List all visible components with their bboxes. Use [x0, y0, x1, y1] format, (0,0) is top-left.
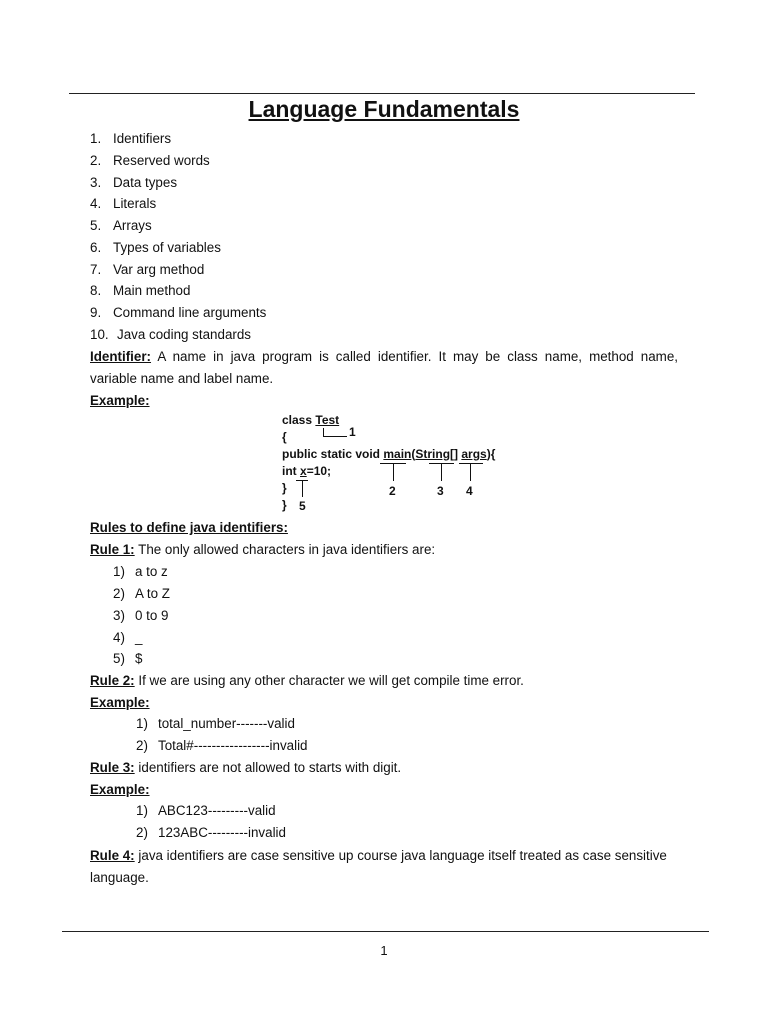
callout-label: 3 [437, 484, 444, 498]
callout-line [393, 463, 394, 481]
list-item: 0 to 9 [135, 608, 169, 623]
code-line-3 [282, 446, 495, 463]
page-number: 1 [380, 943, 388, 958]
list-item: _ [135, 630, 143, 645]
example-label: Example: [90, 695, 150, 710]
list-item: a to z [135, 564, 168, 579]
list-item: total_number-------valid [158, 716, 295, 731]
callout-line [459, 463, 483, 464]
callout-label: 1 [349, 425, 356, 439]
rule-label: Rule 1: [90, 542, 135, 557]
code-line-2: { [282, 430, 287, 444]
list-number: 1) [136, 716, 148, 731]
callout-line [441, 463, 442, 481]
toc-item: Types of variables [113, 240, 221, 255]
code-line-1 [282, 412, 339, 429]
toc-number: 7. [90, 262, 102, 277]
code-keyword: int [282, 464, 300, 478]
list-item: 123ABC---------invalid [158, 825, 286, 840]
code-line-4 [282, 463, 331, 480]
code-class-name: Test [315, 413, 340, 427]
rule-label: Rule 4: [90, 848, 135, 863]
rule-label: Rule 2: [90, 673, 135, 688]
toc-item: Data types [113, 175, 178, 190]
rule-text: identifiers are not allowed to starts with digit. [138, 760, 402, 775]
rule-4 [90, 845, 678, 889]
toc-item: Reserved words [113, 153, 210, 168]
toc-item: Command line arguments [113, 305, 267, 320]
identifier-paragraph [90, 346, 678, 390]
toc-number: 1. [90, 131, 102, 146]
toc-number: 8. [90, 283, 102, 298]
code-method-name: main [383, 447, 412, 461]
rule-text: The only allowed characters in java identifiers are: [138, 542, 436, 557]
identifier-definition: A name in java program is called identifier. It may be class name, method name, variable name and label name. [90, 349, 678, 386]
rule-text: If we are using any other character we will get compile time error. [138, 673, 524, 688]
toc-item: Arrays [113, 218, 152, 233]
page-title: Language Fundamentals [248, 96, 520, 122]
callout-line [470, 463, 471, 481]
toc-number: 9. [90, 305, 102, 320]
code-keyword: class [282, 413, 316, 427]
toc-number: 6. [90, 240, 102, 255]
rule-2 [90, 672, 524, 690]
list-number: 2) [113, 586, 125, 601]
list-number: 2) [136, 825, 148, 840]
toc-item: Literals [113, 196, 157, 211]
toc-number: 5. [90, 218, 102, 233]
rule-label: Rule 3: [90, 760, 135, 775]
code-punct: ){ [486, 447, 496, 461]
list-number: 5) [113, 651, 125, 666]
list-item: A to Z [135, 586, 170, 601]
callout-label: 2 [389, 484, 396, 498]
list-number: 2) [136, 738, 148, 753]
list-item: ABC123---------valid [158, 803, 276, 818]
code-keyword: public static void [282, 447, 384, 461]
toc-number: 4. [90, 196, 102, 211]
toc-number: 10. [90, 327, 109, 342]
callout-label: 4 [466, 484, 473, 498]
example-label: Example: [90, 782, 150, 797]
toc-number: 2. [90, 153, 102, 168]
example-label: Example: [90, 393, 150, 408]
rule-3 [90, 759, 401, 777]
rule-text: java identifiers are case sensitive up course java language itself treated as case sensitive language. [90, 848, 667, 885]
list-number: 1) [136, 803, 148, 818]
rule-1 [90, 541, 435, 559]
code-param-name: args [461, 447, 487, 461]
code-param-type: String[] [415, 447, 459, 461]
code-punct: ( [411, 447, 416, 461]
code-variable-name: x [300, 464, 307, 478]
list-number: 4) [113, 630, 125, 645]
toc-number: 3. [90, 175, 102, 190]
callout-label: 5 [299, 499, 306, 513]
list-item: Total#-----------------invalid [158, 738, 308, 753]
code-line-5: } [282, 481, 287, 495]
list-item: $ [135, 651, 143, 666]
list-number: 1) [113, 564, 125, 579]
callout-line [302, 480, 303, 497]
rules-heading: Rules to define java identifiers: [90, 520, 288, 535]
code-line-6: } [282, 498, 287, 512]
toc-item: Java coding standards [117, 327, 251, 342]
list-number: 3) [113, 608, 125, 623]
toc-item: Var arg method [113, 262, 205, 277]
code-punct: =10; [306, 464, 332, 478]
callout-line [323, 436, 347, 437]
identifier-term: Identifier: [90, 349, 152, 364]
footer-rule [62, 931, 709, 932]
toc-item: Main method [113, 283, 191, 298]
toc-item: Identifiers [113, 131, 172, 146]
